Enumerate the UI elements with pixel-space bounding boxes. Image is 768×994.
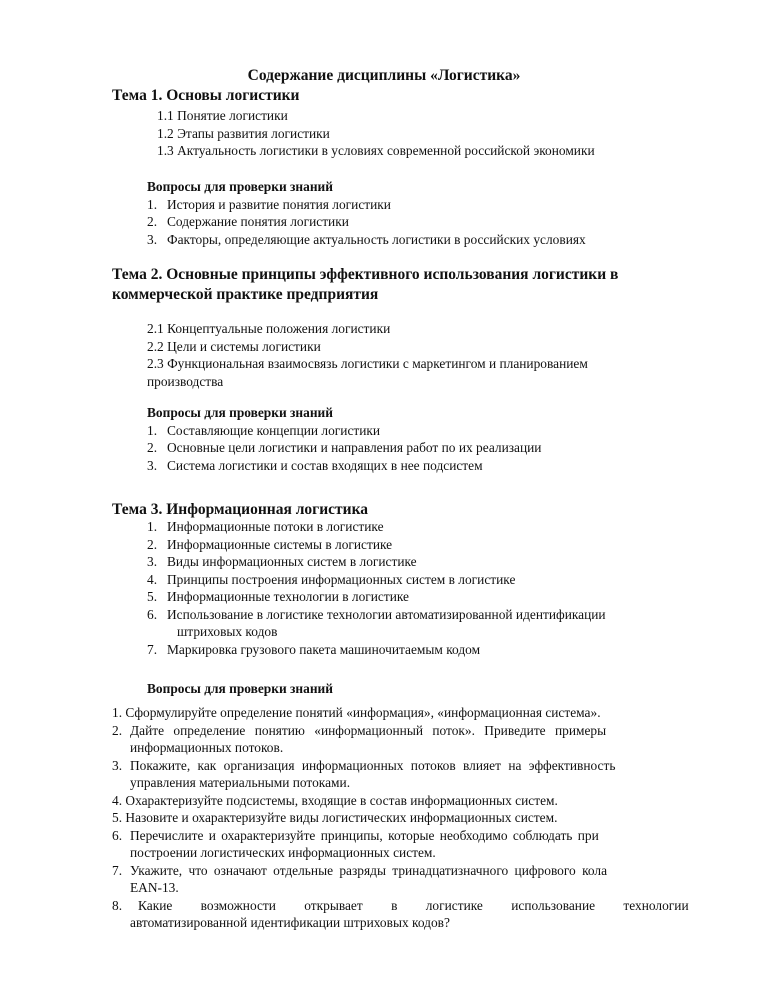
question-item: 3. Система логистики и состав входящих в нее подсистем <box>147 457 483 473</box>
question-item: 2. Дайте определение понятию «информационный поток». Приведите примеры информационных потоков. <box>112 722 607 755</box>
subtopic-item: производства <box>147 373 224 389</box>
question-item: 2. Содержание понятия логистики <box>147 214 349 229</box>
document-title: Содержание дисциплины «Логистика» <box>247 67 521 84</box>
subtopic-item: 2.2 Цели и системы логистики <box>147 338 321 354</box>
topic2-heading <box>112 265 712 305</box>
subtopic-item: 2.3 Функциональная взаимосвязь логистики с маркетингом и планированием <box>147 356 588 371</box>
question-item: 4. Охарактеризуйте подсистемы, входящие в состав информационных систем. <box>112 792 558 808</box>
list-item: 6. Использование в логистике технологии автоматизированной идентификации <box>0 606 713 624</box>
topic3-heading: Тема 3. Информационная логистика <box>112 501 369 518</box>
question-item: 3. Покажите, как организация информационных потоков влияет на эффективность управления материальными потоками. <box>112 757 616 790</box>
question-item: 2. Основные цели логистики и направления работ по их реализации <box>147 440 542 455</box>
topic3-items <box>0 518 768 658</box>
topic2-subtopics <box>0 320 768 390</box>
justified-line: Использование в логистике технологии автоматизированной идентификации <box>167 606 606 622</box>
questions-heading: Вопросы для проверки знаний <box>147 405 333 420</box>
questions-heading: Вопросы для проверки знаний <box>147 681 333 696</box>
question-item: 8. Какие возможности открывает в логистике использование технологии автоматизированной идентификации штриховых кодов? <box>112 897 689 930</box>
topic2-heading-line1: Тема 2. Основные принципы эффективного использования логистики в <box>112 266 619 283</box>
subtopic-item: 1.2 Этапы развития логистики <box>157 125 330 141</box>
topic2-questions <box>0 404 768 474</box>
question-item: 3. Факторы, определяющие актуальность логистики в российских условиях <box>147 231 586 247</box>
question-item: 7. Укажите, что означают отдельные разряды тринадцатизначного цифрового кола EAN-13. <box>112 862 608 895</box>
list-item-continuation: штриховых кодов <box>177 624 278 639</box>
subtopic-item: 1.1 Понятие логистики <box>157 108 288 123</box>
list-item: 7. Маркировка грузового пакета машиночитаемым кодом <box>147 641 481 657</box>
topic1-questions <box>0 178 768 248</box>
list-item: 5. Информационные технологии в логистике <box>147 589 410 604</box>
topic2-heading-line2: коммерческой практике предприятия <box>112 286 379 303</box>
topic3-questions <box>112 704 698 932</box>
question-item: 5. Назовите и охарактеризуйте виды логистических информационных систем. <box>112 810 558 825</box>
question-item: 6. Перечислите и охарактеризуйте принципы, которые необходимо соблюдать при построении логистических информационных систем. <box>112 827 599 860</box>
subtopic-item: 1.3 Актуальность логистики в условиях современной российской экономики <box>157 143 595 158</box>
topic1-subtopics <box>0 107 768 160</box>
question-item: 1. Сформулируйте определение понятий «информация», «информационная система». <box>112 705 601 720</box>
questions-heading: Вопросы для проверки знаний <box>147 179 333 194</box>
list-item: 1. Информационные потоки в логистике <box>147 519 384 534</box>
list-item: 4. Принципы построения информационных систем в логистике <box>147 571 516 587</box>
question-item: 1. История и развитие понятия логистики <box>147 196 391 212</box>
list-item: 3. Виды информационных систем в логистике <box>147 554 417 569</box>
list-item: 2. Информационные системы в логистике <box>147 536 393 552</box>
topic1-heading: Тема 1. Основы логистики <box>112 87 300 104</box>
question-item: 1. Составляющие концепции логистики <box>147 422 381 438</box>
subtopic-item: 2.1 Концептуальные положения логистики <box>147 321 391 336</box>
